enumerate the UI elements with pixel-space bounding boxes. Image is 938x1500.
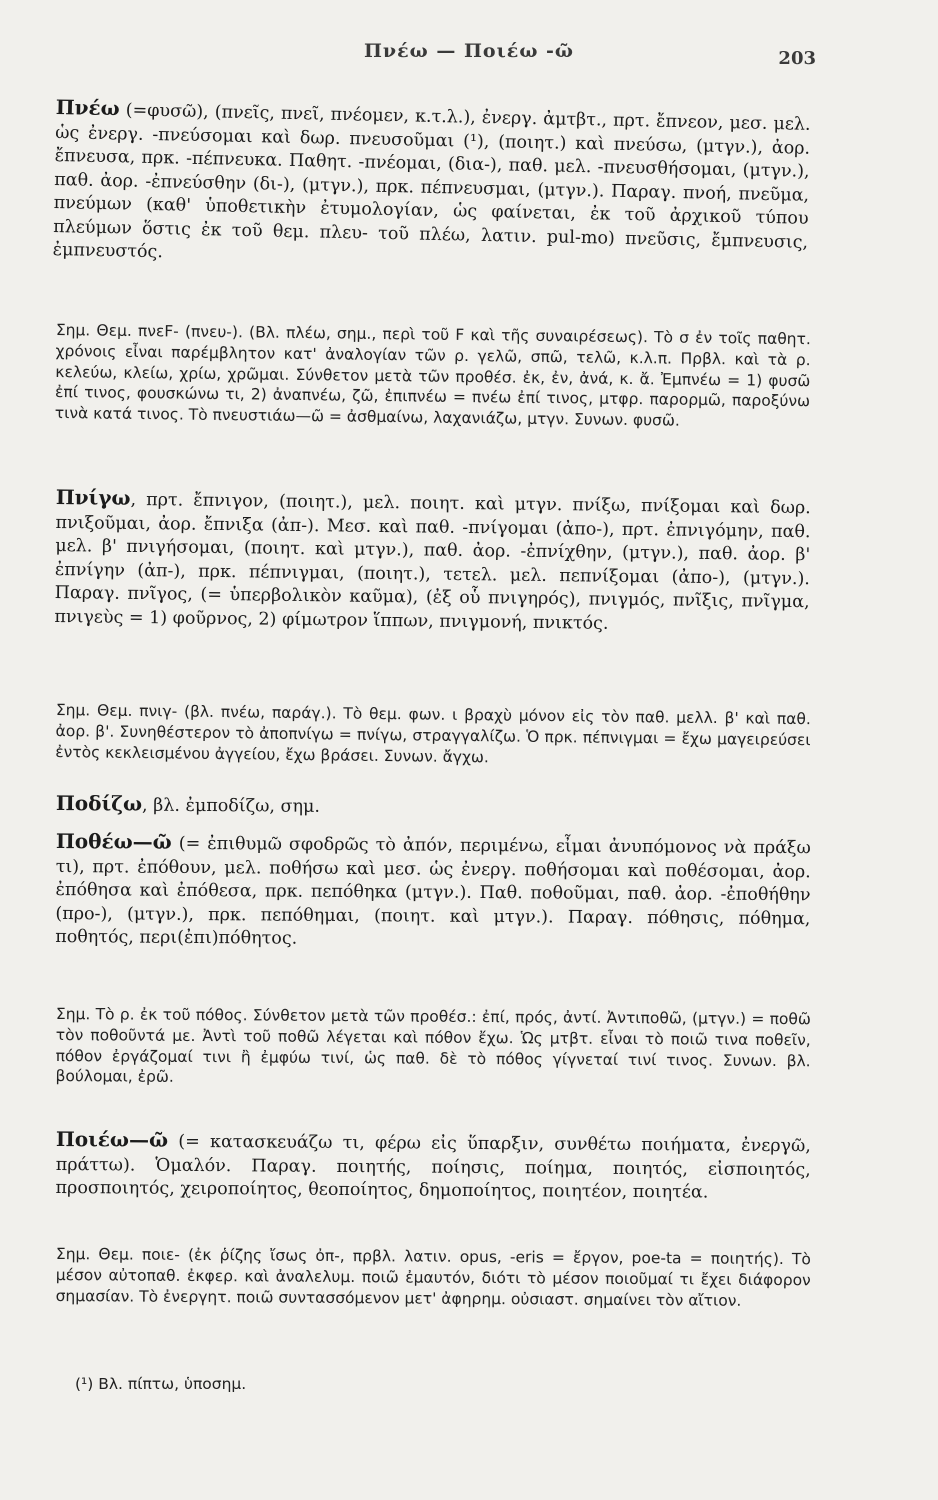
footnote: (¹) Βλ. πίπτω, ὑποσημ.	[75, 1375, 247, 1393]
entry-text: (= ἐπιθυμῶ σφοδρῶς τὸ ἀπόν, περιμένω, εἶμαι ἀνυπόμονος νὰ πράξω τι), πρτ. ἐπόθουν, μελ. ποθήσω καὶ μεσ. ὡς ἐνεργ. ποθήσομαι καὶ ποθέσομαι, ἀορ. ἐπόθησα καὶ ἐπόθεσα, πρκ. πεπόθηκα (μτγν.). Παθ. ποθοῦμαι, παθ. ἀορ. -ἐποθήθην (προ-), (μτγν.), πρκ. πεπόθημαι, (ποιητ. καὶ μτγν.). Παραγ. πόθησις, πόθημα, ποθητός, περι(ἐπι)πόθητος.	[55, 833, 811, 949]
headword: Ποιέω—ῶ	[55, 1127, 169, 1152]
note-poieo: Σημ. Θεμ. ποιε- (ἐκ ῥίζης ἴσως ὀπ-, πρβλ. λατιν. opus, -eris = ἔργον, poe-ta = ποιητής). Τὸ μέσον αὐτοπαθ. ἐκφερ. καὶ ἀναλελυμ. ποιῶ ἐμαυτόν, διότι τὸ μέσον ποιοῦμαί τι ἔχει διάφορον σημασίαν. Τὸ ἐνεργητ. ποιῶ συντασσόμενον μετ' ἀφηρημ. οὐσιαστ. σημαίνει τὸν αἴτιον.	[55, 1245, 811, 1310]
headword: Ποδίζω	[55, 791, 143, 816]
note-pneo: Σημ. Θεμ. πνεϜ- (πνευ-). (Βλ. πλέω, σημ., περὶ τοῦ Ϝ καὶ τῆς συναιρέσεως). Τὸ σ ἐν τοῖς παθητ. χρόνοις εἶναι παρέμβλητον κατ' ἀναλογίαν τῶν ρ. γελῶ, σπῶ, τελῶ, κ.λ.π. Πρβλ. καὶ τὰ ρ. κελεύω, κλείω, χρίω, χρῶμαι. Σύνθετον μετὰ τῶν προθέσ. ἐκ, ἐν, ἀνά, κ. ἄ. Ἐμπνέω = 1) φυσῶ ἐπί τινος, φουσκώνω τι, 2) ἀναπνέω, ζῶ, ἐπιπνέω = πνέω ἐπί τινος, μτφρ. παρορμῶ, παροξύνω τινὰ κατά τινος. Τὸ πνευστιάω—ῶ = ἀσθμαίνω, λαχανιάζω, μτγν. Συνων. φυσῶ.	[54, 320, 811, 430]
entry-podizo	[56, 792, 811, 823]
headword: Πνίγω	[55, 485, 131, 510]
page-number: 203	[778, 48, 816, 69]
entry-potheo	[55, 830, 811, 955]
entry-text: (=φυσῶ), (πνεῖς, πνεῖ, πνέομεν, κ.τ.λ.), ἐνεργ. ἀμτβτ., πρτ. ἔπνεον, μεσ. μελ. ὡς ἐνεργ. -πνεύσομαι καὶ δωρ. πνευσοῦμαι (¹), (ποιητ.) καὶ πνεύσω, (μτγν.), ἀορ. ἔπνευσα, πρκ. -πέπνευκα. Παθητ. -πνέομαι, (δια-), παθ. μελ. -πνευσθήσομαι, (μτγν.), παθ. ἀορ. -ἐπνεύσθην (δι-), (μτγν.), πρκ. πέπνευσμαι, (μτγν.). Παραγ. πνοή, πνεῦμα, πνεύμων (καθ' ὑποθετικὴν ἐτυμολογίαν, ὡς φαίνεται, ἐκ τοῦ ἀρχικοῦ τύπου πλεύμων ὅστις ἐκ τοῦ θεμ. πλευ- τοῦ πλέω, λατιν. pul-mo) πνεῦσις, ἔμπνευσις, ἐμπνευστός.	[52, 100, 811, 263]
entry-text: (= κατασκευάζω τι, φέρω εἰς ὕπαρξιν, συνθέτω ποιήματα, ἐνεργῶ, πράττω). Ὁμαλόν. Παραγ. ποιητής, ποίησις, ποίημα, ποιητός, εἰσποιητός, προσποιητός, χειροποίητος, θεοποίητος, δημοποίητος, ποιητέον, ποιητέα.	[55, 1131, 811, 1203]
entry-text: , βλ. ἐμποδίζω, σημ.	[141, 795, 321, 817]
entry-text: , πρτ. ἔπνιγον, (ποιητ.), μελ. ποιητ. καὶ μτγν. πνίξω, πνίξομαι καὶ δωρ. πνιξοῦμαι, ἀορ. ἔπνιξα (ἀπ-). Μεσ. καὶ παθ. -πνίγομαι (ἀπο-), πρτ. ἐπνιγόμην, παθ. μελ. β' πνιγήσομαι, (ποιητ. καὶ μτγν.), παθ. ἀορ. -ἐπνίχθην, (μτγν.), παθ. ἀορ. β' ἐπνίγην (ἀπ-), πρκ. πέπνιγμαι, (ποιητ.), τετελ. μελ. πεπνίξομαι (ἀπο-), (μτγν.). Παραγ. πνῖγος, (= ὑπερβολικὸν καῦμα), (ἐξ οὗ πνιγηρός), πνιγμός, πνῖξις, πνῖγμα, πνιγεὺς = 1) φοῦρνος, 2) φίμωτρον ἵππων, πνιγμονή, πνικτός.	[54, 489, 811, 634]
headword: Ποθέω—ῶ	[55, 829, 172, 854]
entry-pnigo	[54, 486, 811, 638]
entry-poieo	[55, 1128, 810, 1206]
note-pnigo: Σημ. Θεμ. πνιγ- (βλ. πνέω, παράγ.). Τὸ θεμ. φων. ι βραχὺ μόνον εἰς τὸν παθ. μελλ. β' καὶ παθ. ἀορ. β'. Συνηθέστερον τὸ ἀποπνίγω = πνίγω, στραγγαλίζω. Ὁ πρκ. πέπνιγμαι = ἔχω μαγειρεύσει ἐντὸς κεκλεισμένου ἀγγείου, ἔχω βράσει. Συνων. ἄγχω.	[55, 700, 811, 766]
headword: Πνέω	[55, 95, 120, 121]
running-head: Πνέω — Ποιέω -ῶ	[363, 40, 575, 62]
entry-pneo	[53, 96, 811, 278]
note-potheo: Σημ. Τὸ ρ. ἐκ τοῦ πόθος. Σύνθετον μετὰ τῶν προθέσ.: ἐπί, πρός, ἀντί. Ἀντιποθῶ, (μτγν.) = ποθῶ τὸν ποθοῦντά με. Ἀντὶ τοῦ ποθῶ λέγεται καὶ πόθον ἔχω. Ὡς μτβτ. εἶναι τὸ ποιῶ τινα ποθεῖν, πόθον ἐργάζομαί τινι ἢ ἐμφύω τινί, ὡς παθ. δὲ τὸ πόθος γίγνεταί τινί τινος. Συνων. βλ. βούλομαι, ἐρῶ.	[55, 1005, 811, 1087]
